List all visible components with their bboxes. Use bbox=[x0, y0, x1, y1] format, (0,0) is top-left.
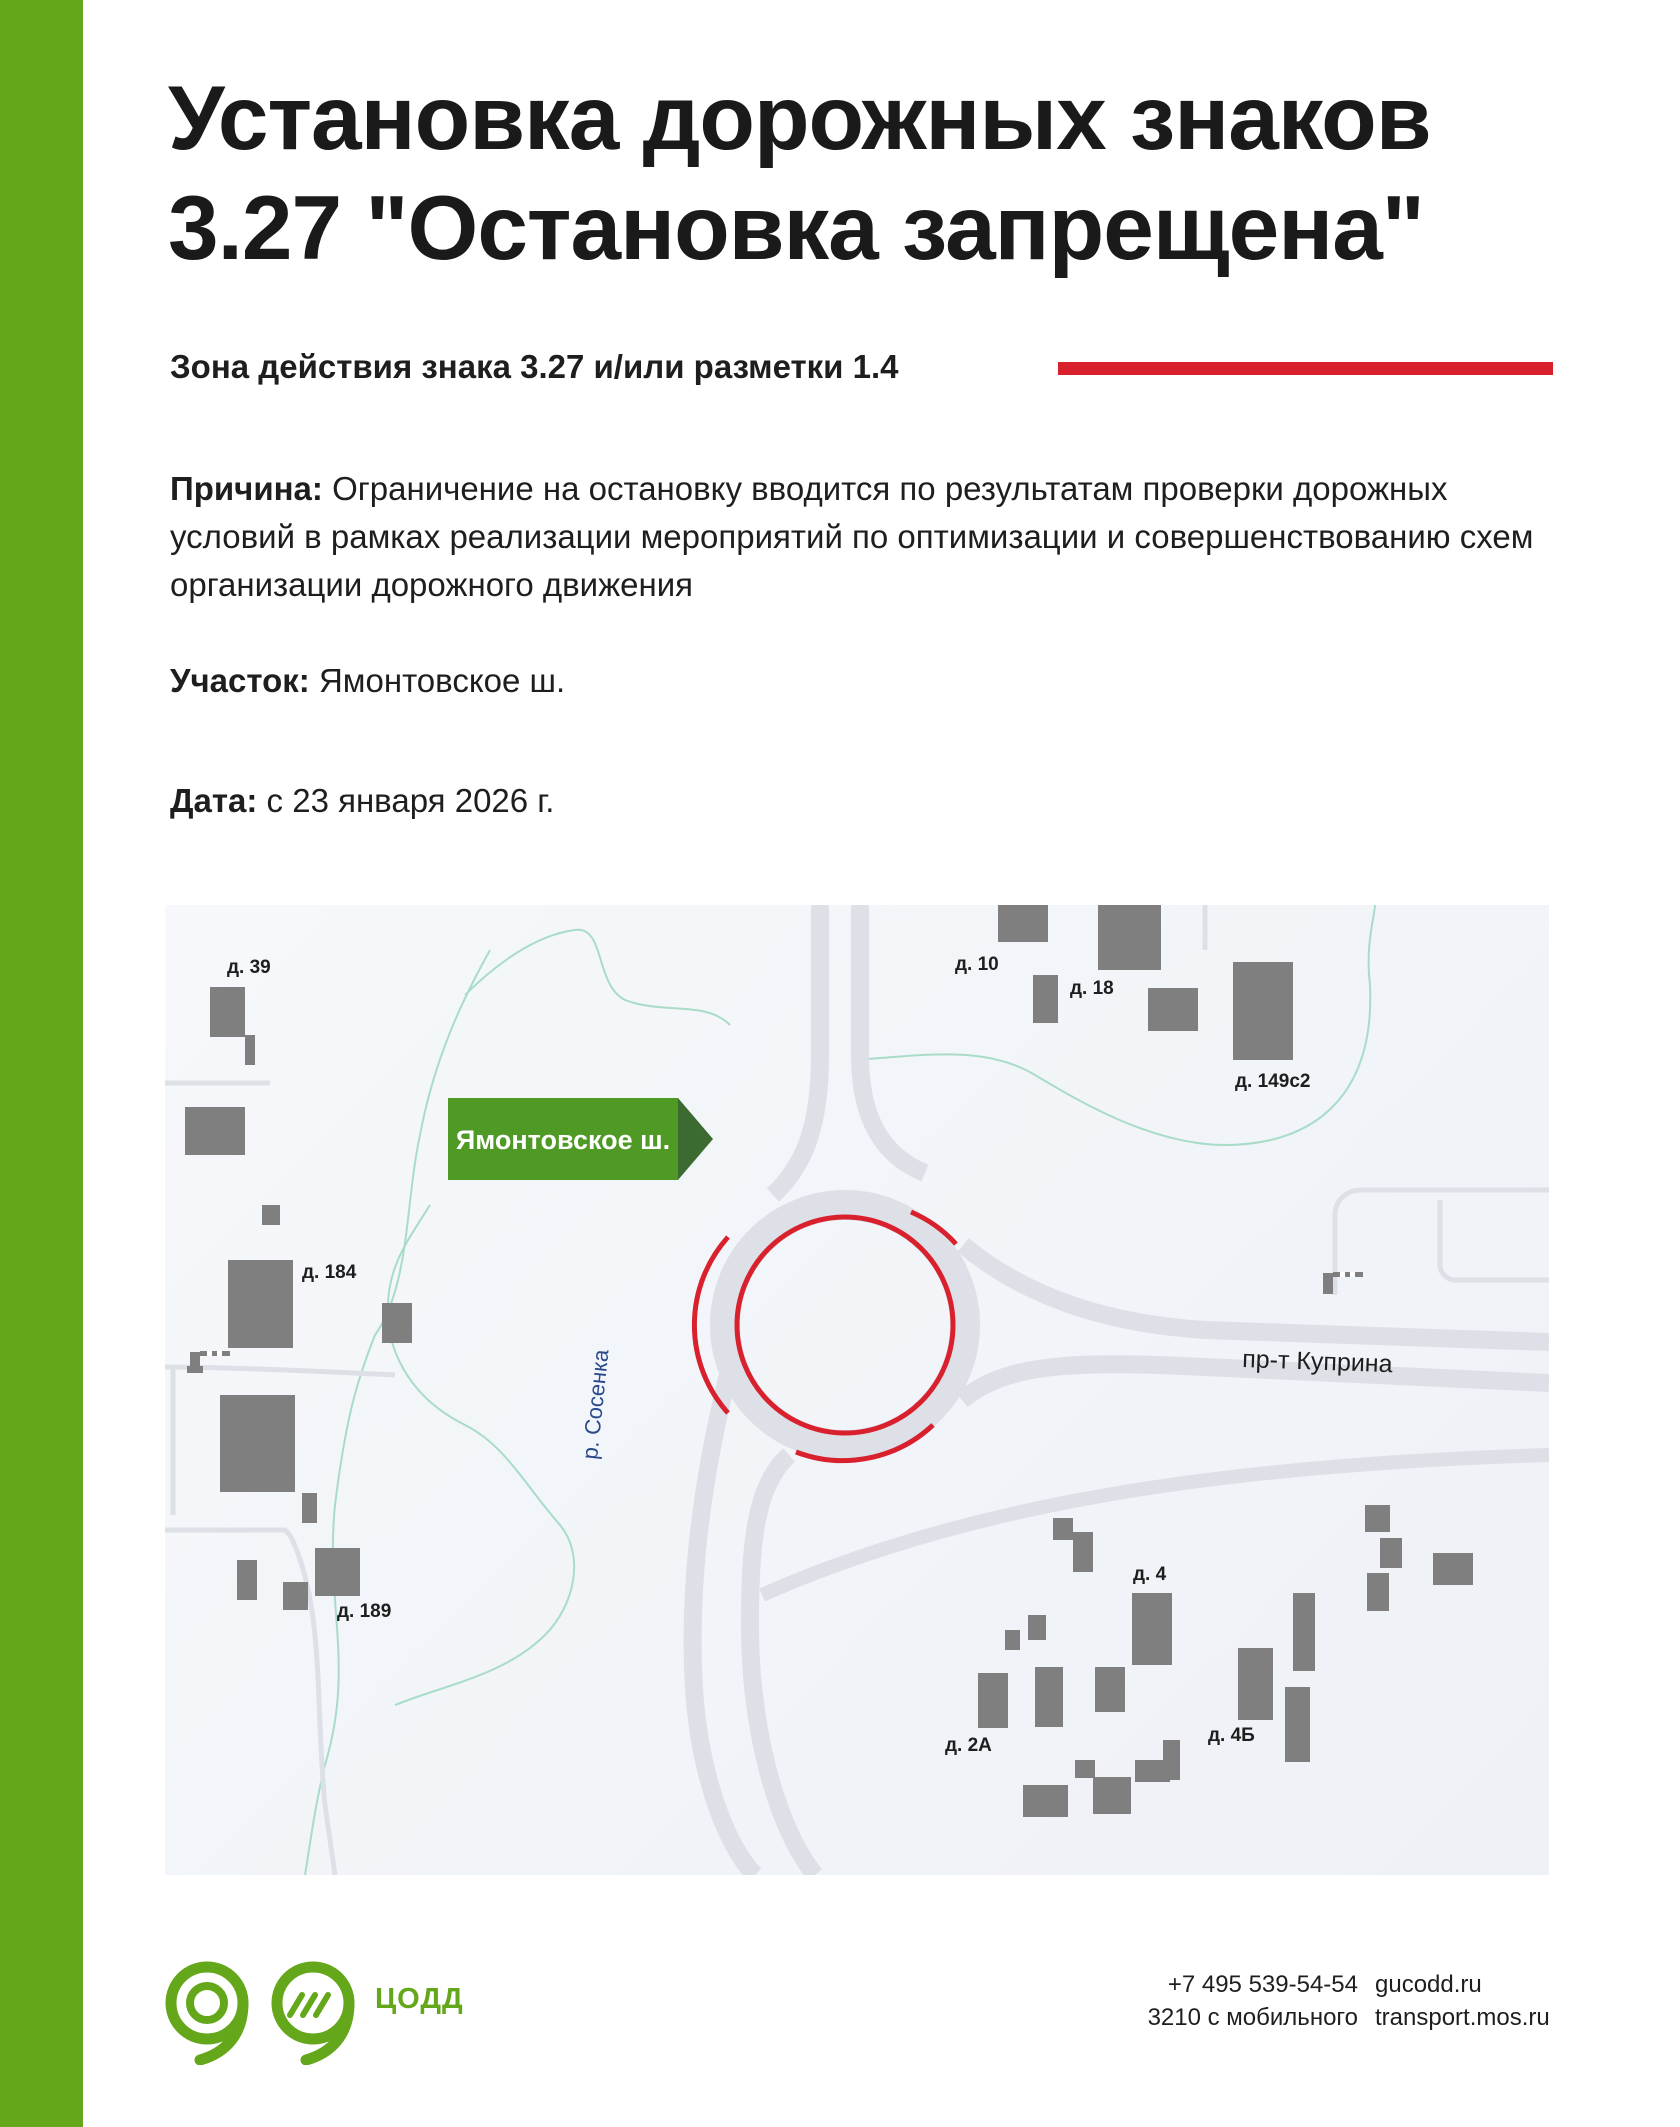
map bbox=[165, 905, 1549, 1875]
kuprina-north-lane bbox=[963, 1245, 1549, 1342]
site-link-gucodd[interactable]: gucodd.ru bbox=[1375, 1971, 1482, 1998]
building-label-4: д. 4 bbox=[1133, 1564, 1167, 1585]
restriction-ring bbox=[737, 1217, 953, 1433]
street-label: пр-т Куприна bbox=[1241, 1345, 1394, 1379]
highway-north-west-lane bbox=[773, 905, 820, 1195]
moscow-transport-logo bbox=[171, 1967, 243, 2060]
site-link-transport[interactable]: transport.mos.ru bbox=[1375, 2004, 1550, 2031]
building bbox=[1035, 1667, 1063, 1727]
map-canvas bbox=[165, 905, 1549, 1875]
building bbox=[978, 1673, 1008, 1728]
building bbox=[382, 1303, 412, 1343]
building bbox=[1028, 1615, 1046, 1640]
building bbox=[1285, 1687, 1310, 1762]
main-roads bbox=[693, 905, 1549, 1875]
page-title: Установка дорожных знаков 3.27 "Остановка запрещена" bbox=[168, 68, 1431, 279]
building bbox=[315, 1548, 360, 1596]
date-value: с 23 января 2026 г. bbox=[266, 782, 555, 819]
phone-number[interactable]: +7 495 539-54-54 bbox=[1167, 1971, 1358, 1998]
building-label-18: д. 18 bbox=[1070, 978, 1114, 999]
roundabout-ring bbox=[725, 1205, 965, 1445]
river-label: р. Сосенка bbox=[577, 1348, 614, 1461]
building bbox=[1075, 1760, 1095, 1778]
building bbox=[1033, 975, 1058, 1023]
building bbox=[1073, 1532, 1093, 1572]
reason-block bbox=[170, 465, 1570, 609]
building bbox=[1380, 1538, 1402, 1568]
meadow-line bbox=[465, 930, 730, 1025]
left-accent-bar bbox=[0, 0, 83, 2127]
short-number: 3210 с мобильного bbox=[1147, 2004, 1358, 2031]
building bbox=[1093, 1777, 1131, 1814]
building bbox=[185, 1107, 245, 1155]
reason-label: Причина: bbox=[170, 470, 323, 507]
building bbox=[1233, 962, 1293, 1060]
section-field bbox=[170, 657, 565, 705]
highway-north-east-lane bbox=[860, 905, 925, 1173]
river-line bbox=[305, 950, 490, 1875]
building bbox=[1005, 1630, 1020, 1650]
building bbox=[1053, 1518, 1073, 1540]
reason-text: Ограничение на остановку вводится по результатам проверки дорожных условий в рамках реализации мероприятий по оптимизации и совершенствованию схем организации дорожного движения bbox=[170, 470, 1534, 603]
building bbox=[1148, 988, 1198, 1031]
stream-line bbox=[388, 1205, 574, 1705]
building-label-189: д. 189 bbox=[337, 1601, 392, 1622]
minor-road bbox=[1440, 1200, 1549, 1280]
road-sign bbox=[448, 1098, 713, 1180]
building bbox=[1132, 1593, 1172, 1665]
section-label: Участок: bbox=[170, 662, 310, 699]
building bbox=[1365, 1505, 1390, 1532]
building bbox=[210, 987, 245, 1037]
building bbox=[1163, 1740, 1180, 1780]
building bbox=[237, 1560, 257, 1600]
building-label-39: д. 39 bbox=[227, 957, 271, 978]
building bbox=[228, 1260, 293, 1348]
building bbox=[245, 1035, 255, 1065]
brand-name: ЦОДД bbox=[375, 1983, 464, 2015]
building bbox=[1023, 1785, 1068, 1817]
highway-south-east-lane bbox=[750, 1455, 815, 1875]
building bbox=[998, 905, 1048, 942]
building bbox=[1238, 1648, 1273, 1720]
codd-logo bbox=[277, 1967, 349, 2060]
road-sign-label: Ямонтовское ш. bbox=[455, 1125, 671, 1155]
date-label: Дата: bbox=[170, 782, 258, 819]
building-label-4b: д. 4Б bbox=[1208, 1725, 1255, 1746]
building bbox=[1293, 1593, 1315, 1671]
building bbox=[1367, 1573, 1389, 1611]
legend-label: Зона действия знака 3.27 и/или разметки 1.4 bbox=[170, 348, 899, 385]
minor-road bbox=[165, 1530, 290, 1535]
legend-red-line bbox=[1058, 362, 1553, 375]
building bbox=[1095, 1667, 1125, 1712]
building bbox=[262, 1205, 280, 1225]
date-field bbox=[170, 777, 554, 825]
building bbox=[220, 1395, 295, 1492]
building-label-2a: д. 2А bbox=[945, 1735, 992, 1756]
building bbox=[1098, 905, 1161, 970]
building-label-10: д. 10 bbox=[955, 954, 999, 975]
building bbox=[283, 1582, 308, 1610]
building bbox=[1433, 1553, 1473, 1585]
building-label-149c2: д. 149с2 bbox=[1235, 1071, 1311, 1092]
legend bbox=[170, 342, 1560, 392]
building bbox=[302, 1493, 317, 1523]
building-label-184: д. 184 bbox=[302, 1262, 357, 1283]
section-value: Ямонтовское ш. bbox=[318, 662, 566, 699]
barrier-icon bbox=[1323, 1272, 1363, 1294]
